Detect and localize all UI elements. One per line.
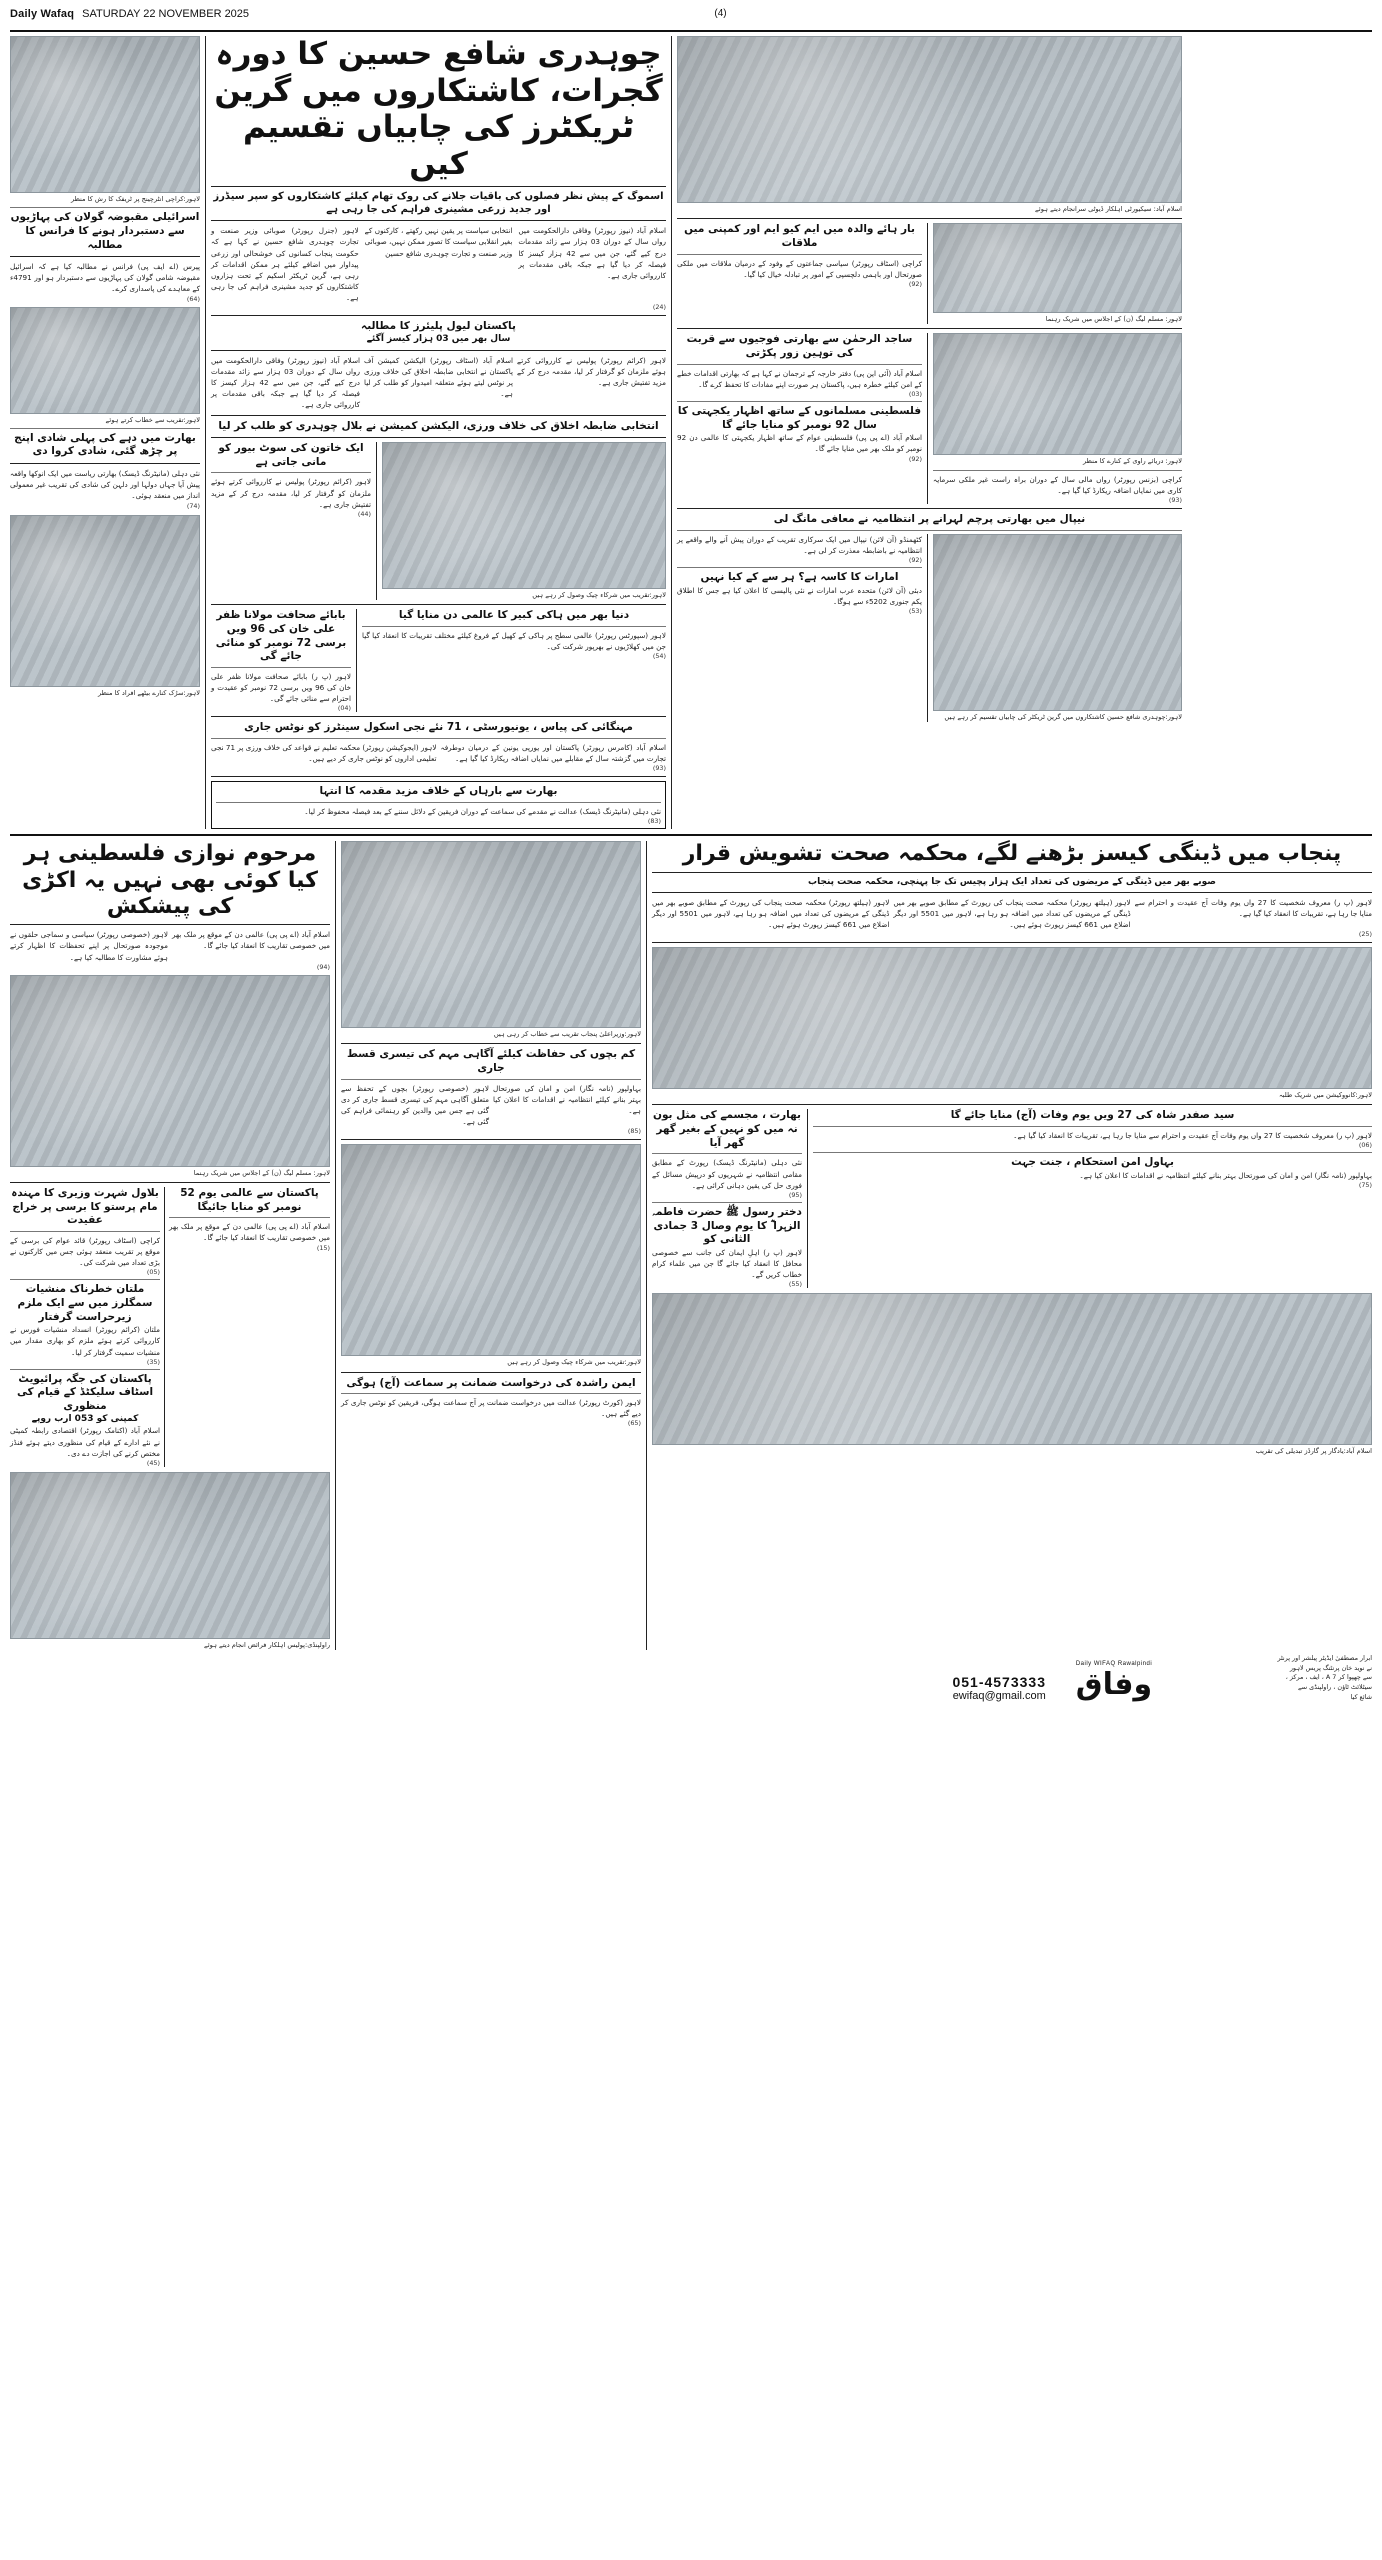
imprint-line-4: سیٹلائٹ ٹاؤن ، راولپنڈی سے (1298, 1682, 1372, 1691)
article-a28-ref: (56) (627, 1419, 641, 1428)
article-a29-headline: دختر رسول ﷺ حضرت فاطمہ الزہرا ؓ کا یوم وصال 3 جمادی الثانی کو (652, 1205, 802, 1246)
article-a4-headline: بھارت میں دہے کی پہلی شادی اپنج پر چڑھ گئی، شادی کروا دی (14, 431, 196, 458)
article-a16-headline: امارات کا کاسہ ہے؟ ہر سے کے کیا نہیں (700, 570, 899, 583)
caption-11: راولپنڈی:پولیس اہلکار فرائض انجام دیتے ہوئے (203, 1640, 330, 1649)
photo-security (677, 36, 1182, 203)
article-a7-body: لاہور (سپورٹس رپورٹر) عالمی سطح پر ہاکی کے کھیل کے فروغ کیلئے مختلف تقریبات کا انعقاد کیا گیا جن میں کھلاڑیوں نے بھرپور شرکت کی۔ (362, 631, 666, 652)
article-a24-headline: ملتان خطرناک منشیات سمگلرز میں سے ایک ملزم زیرحراست گرفتار (17, 1283, 153, 1323)
article-a26-body: نئی دہلی (مانیٹرنگ ڈیسک) رپورٹ کے مطابق مقامی انتظامیہ نے شہریوں کو درپیش مسائل کے فوری حل کی یقین دہانی کرائی ہے۔ (652, 1158, 802, 1190)
article-a1-sub: سال بھر میں 30 ہزار کیسز آگئے (366, 334, 511, 345)
article-a10-body: اسلام آباد (آئی این پی) دفتر خارجہ کے ترجمان نے کہا ہے کہ بھارتی اقدامات خطے کے امن کیلئے خطرہ ہیں، پاکستان ہر صورت اپنے مفادات کا تحفظ کرے گا۔ (677, 368, 922, 389)
article-a28-body: لاہور (کورٹ رپورٹر) عدالت میں درخواست ضمانت پر آج سماعت ہوگی، فریقین کو نوٹس جاری کر دیے گئے ہیں۔ (341, 1398, 641, 1419)
article-a18-body: کراچی (بزنس رپورٹر) رواں مالی سال کے دوران براہ راست غیر ملکی سرمایہ کاری میں نمایاں اضافہ ریکارڈ کیا گیا ہے۔ (933, 474, 1182, 495)
article-a1-headline: پاکستان لیول پلیئرز کا مطالبہ (361, 320, 516, 333)
article-a18-ref: (39) (1168, 495, 1182, 504)
article-a30-ref: (57) (1358, 1181, 1372, 1190)
article-a19-ref: (49) (316, 962, 330, 971)
article-a19-headline: مرحوم نوازی فلسطینی ہر کیا کوئی بھی نہیں یہ اکڑی کی پیشکش (22, 841, 318, 919)
article-a16-body: دبئی (آن لائن) متحدہ عرب امارات نے نئی پالیسی کا اعلان کیا ہے جس کا اطلاق یکم جنوری 2025ء سے ہوگا۔ (677, 585, 922, 606)
article-a23-ref: (51) (316, 1243, 330, 1252)
article-a4-body: نئی دہلی (مانیٹرنگ ڈیسک) بھارتی ریاست میں ایک انوکھا واقعہ پیش آیا جہاں دولہا اور دلہن کی شادی کی تقریب غیر معمولی انداز میں منعقد ہوئی۔ (10, 469, 200, 501)
article-a15-body: نئی دہلی (مانیٹرنگ ڈیسک) عدالت نے مقدمے کی سماعت کے دوران فریقین کے دلائل سننے کے بعد فیصلہ محفوظ کر لیا۔ (304, 807, 661, 816)
article-a5-body: لاہور (کرائم رپورٹر) پولیس نے کارروائی کرتے ہوئے ملزمان کو گرفتار کر لیا، مقدمہ درج کر کے مزید تفتیش جاری ہے۔ (517, 355, 666, 388)
photo-meeting (10, 307, 200, 414)
article-a17-ref: (29) (908, 279, 922, 288)
article-a22-body: کراچی (اسٹاف رپورٹر) قائد عوام کی برسی کے موقع پر تقریب منعقد ہوئی جس میں کارکنوں نے بڑی تعداد میں شرکت کی۔ (10, 1235, 160, 1268)
article-a12-ref: (29) (908, 555, 922, 564)
article-a15-headline: بھارت سے بارہاں کے خلاف مزید مقدمہ کا انتہا (319, 785, 558, 798)
article-a22-ref: (50) (146, 1268, 160, 1277)
article-a8-ref: (39) (652, 764, 666, 773)
article-a15-box (211, 781, 666, 829)
article-a11-ref: (29) (908, 454, 922, 463)
photo-street (10, 515, 200, 687)
article-a17-body: کراچی (اسٹاف رپورٹر) سیاسی جماعتوں کے وفود کے درمیان ملاقات میں ملکی صورتحال اور باہمی دلچسپی کے امور پر تبادلہ خیال کیا گیا۔ (677, 258, 922, 279)
article-a5-headline: ایک خاتون کی سوٹ بیور کو مانی جاتی ہے (218, 442, 364, 468)
article-a30-body: بہاولپور (نامہ نگار) امن و امان کی صورتحال بہتر بنانے کیلئے انتظامیہ نے اقدامات کا اعلان کیا ہے۔ (493, 1083, 641, 1115)
article-a30-headline: بہاول امن استحکام ، جنت جہت (1011, 1156, 1174, 1169)
masthead-date: SATURDAY 22 NOVEMBER 2025 (82, 8, 250, 20)
photo-press-conference (933, 534, 1182, 711)
masthead-title: Daily Wafaq (10, 8, 75, 20)
caption-1: لاہور:کراچی انٹرچینج پر ٹریفک کا رش کا منظر (70, 195, 200, 203)
caption-3: لاہور:چوہدری شافع حسین کاشتکاروں میں گرین ٹریکٹر کی چابیاں تقسیم کر رہے ہیں (944, 712, 1182, 721)
imprint-line-5: شائع کیا (1350, 1692, 1372, 1701)
article-a2-headline: اسرائیلی مقبوضہ گولان کی پہاڑیوں سے دستبردار ہونے کا فرانس کا مطالبہ (10, 211, 200, 251)
mid-rule (10, 834, 1372, 836)
article-a4-ref: (47) (186, 501, 200, 510)
article-a6-ref: (40) (337, 704, 351, 713)
masthead-rule (10, 30, 1372, 32)
imprint-line-3: سے چھپوا کر 7 A ، ایف ، مرکز ، (1285, 1673, 1372, 1682)
photo-cheque-ceremony (341, 1144, 641, 1356)
article-a19-body: لاہور (خصوصی رپورٹر) سیاسی و سماجی حلقوں نے موجودہ صورتحال پر اپنے تحفظات کا اظہار کرتے ہوئے مشاورت کا مطالبہ کیا ہے۔ (10, 930, 168, 962)
article-a21-ref: (58) (627, 1127, 641, 1136)
article-a6-body: لاہور (پ ر) بابائے صحافت مولانا ظفر علی خان کی 69 ویں برسی 27 نومبر کو عقیدت و احترام سے منائی جائے گی۔ (211, 671, 351, 704)
footer-imprint (10, 1654, 1372, 1702)
bottom-section (10, 841, 1372, 1650)
contact-phone[interactable]: 051-4573333 (952, 1674, 1046, 1691)
caption-8b: لاہور: مسلم لیگ (ن) کے اجلاس میں شریک رہنما (193, 1168, 330, 1177)
article-a5-ref: (44) (357, 509, 371, 518)
article-a20-body-2: لاہور (ہیلتھ رپورٹر) محکمہ صحت پنجاب کی رپورٹ کے مطابق صوبے بھر میں ڈینگی کے مریضوں کی تعداد میں اضافہ ہو رہا ہے، لاہور میں 1055 اور دیگر اضلاع میں 166 کیسز رپورٹ ہوئے ہیں۔ (893, 897, 1131, 930)
lead-ref: (42) (652, 303, 666, 312)
article-a28-headline: ایمن راشدہ کی درخواست ضمانت پر سماعت (آج) ہوگی (346, 1376, 636, 1389)
caption-7: لاہور:وزیراعلیٰ پنجاب تقریب سے خطاب کر رہی ہیں (493, 1030, 641, 1039)
caption-9: لاہور:کانووکیشن میں شریک طلبہ (1278, 1091, 1372, 1100)
imprint-block (1182, 1654, 1372, 1702)
article-a1-body: اسلام آباد (نیوز رپورٹر) وفاقی دارالحکومت میں رواں سال کے دوران 30 ہزار سے زائد مقدمات درج کیے گئے، جن میں سے 24 ہزار کیسز کا فیصلہ کر دیا گیا ہے جبکہ باقی مقدمات پر کارروائی جاری ہے۔ (211, 355, 360, 410)
article-a10-headline: ساجد الرحمٰن سے بھارتی فوجیوں سے قربت کی توہین زور پکڑتی (686, 333, 913, 360)
wafaq-logo: وفاق (1075, 1667, 1153, 1703)
imprint-line-1: ابرار مصطفیٰ ایڈیٹر پبلشر اور پرنٹر (1277, 1654, 1372, 1663)
article-a10-ref: (30) (908, 390, 922, 399)
article-a23-headline: پاکستان سے عالمی یوم 25 نومبر کو منایا جائیگا (180, 1187, 319, 1213)
article-a15-ref: (38) (647, 817, 661, 826)
imprint-line-2: نے نوید خان پرنٹنگ پریس لاہور (1289, 1663, 1372, 1672)
caption-8: لاہور: مسلم لیگ (ن) کے اجلاس میں شریک رہنما (1045, 315, 1182, 324)
article-a20-ref: (52) (1358, 930, 1372, 939)
bottom-left-column (10, 841, 330, 1650)
article-a26-headline: بھارت ، مجسمے کی مثل بون نہ میں کو نہیں کے بغیر گھر گھر آیا (653, 1109, 801, 1149)
photo-bus-women (382, 442, 666, 589)
article-a25-ref: (54) (146, 1458, 160, 1467)
article-a16-ref: (35) (908, 606, 922, 615)
lead-body-1: لاہور (جنرل رپورٹر) صوبائی وزیر صنعت و تجارت چوہدری شافع حسین نے کہا ہے کہ حکومت پنجاب کسانوں کی خوشحالی اور زرعی پیداوار میں اضافے کیلئے ہر ممکن اقدامات کر رہی ہے، گرین ٹریکٹر اسکیم کے تحت ہزاروں کاشتکاروں کو جدید مشینری فراہم کی جا رہی ہے۔ (211, 226, 359, 303)
photo-police-line (10, 1472, 330, 1639)
caption-2: اسلام آباد: سیکیورٹی اہلکار ڈیوٹی سرانجام دیتے ہوئے (1035, 205, 1182, 213)
article-a17-headline: بار ہائے والدہ میں ایم کیو ایم اور کمپنی میں ملاقات (684, 223, 915, 249)
center-column (211, 36, 666, 829)
left-column (10, 36, 200, 829)
article-a6-headline: بابائے صحافت مولانا ظفر علی خان کی 69 ویں برسی 27 نومبر کو منائی جائے گی (215, 609, 347, 663)
lead-headline: چوہدری شافع حسین کا دورہ گجرات، کاشتکاروں میں گرین ٹریکٹرز کی چابیاں تقسیم کیں (214, 36, 663, 182)
article-a2-body: پیرس (اے ایف پی) فرانس نے مطالبہ کیا ہے کہ اسرائیل مقبوضہ شامی گولان کی پہاڑیوں سے دستبردار ہو اور 1974ء کے معاہدے کی پاسداری کرے۔ (10, 262, 200, 294)
article-a8-headline: مہنگائی کی پیاس ، یونیورسٹی ، 17 نئے نجی اسکول سینٹرز کو نوٹس جاری (244, 721, 633, 734)
caption-6: لاہور:سڑک کنارے بیٹھے افراد کا منظر (98, 688, 200, 697)
page-number: (4) (714, 8, 727, 19)
article-a19-body-2: اسلام آباد (اے پی پی) عالمی دن کے موقع پر ملک بھر میں خصوصی تقاریب کا انعقاد کیا جائے گا۔ (172, 930, 330, 951)
article-a25-sub: کمپنی کو 350 ارب روپے (31, 1413, 139, 1424)
caption-10: لاہور:تقریب میں شرکاء چیک وصول کر رہے ہیں (532, 591, 666, 600)
top-section (10, 36, 1372, 829)
photo-convocation (652, 947, 1372, 1089)
article-a26-ref: (59) (788, 1190, 802, 1199)
masthead (10, 8, 1372, 28)
logo-subtitle: Daily WIFAQ Rawalpindi (1075, 1661, 1153, 1668)
bottom-right-column (652, 841, 1372, 1650)
lead-subdeck: اسموگ کے پیش نظر فصلوں کی باقیات جلانے کی روک تھام کیلئے کاشتکاروں کو سپر سیڈرز اور جدید زرعی مشینری فراہم کی جا رہی ہے (213, 191, 664, 215)
article-a3-headline: انتخابی ضابطہ اخلاق کی خلاف ورزی، الیکشن کمیشن نے بلال چوہدری کو طلب کر لیا (218, 419, 659, 432)
article-a20-body-3: لاہور (پ ر) معروف شخصیت کا 72 واں یوم وفات آج عقیدت و احترام سے منایا جا رہا ہے، تقریبات کا انعقاد کیا گیا ہے۔ (1134, 897, 1372, 918)
article-a8-body: لاہور (ایجوکیشن رپورٹر) محکمہ تعلیم نے قواعد کی خلاف ورزی پر 17 نجی تعلیمی اداروں کو نوٹس جاری کر دیے ہیں۔ (211, 743, 437, 764)
caption-10b: لاہور:تقریب میں شرکاء چیک وصول کر رہے ہیں (507, 1358, 641, 1367)
article-a7-ref: (45) (652, 652, 666, 661)
article-a25-body: اسلام آباد (اکنامک رپورٹر) اقتصادی رابطہ کمیٹی نے نئے ادارے کے قیام کی منظوری دیتے ہوئے فنڈز مختص کرنے کی اجازت دے دی۔ (10, 1426, 160, 1458)
article-a25-headline: پاکستان کی جگہ پرائیویٹ اسٹاف سلیکٹڈ کے قیام کی منظوری (16, 1372, 154, 1413)
lead-body-2: انتخابی سیاست پر یقین نہیں رکھتے ، کارکنوں کے بغیر انقلابی سیاست کا تصور ممکن نہیں، صوبائی وزیر صنعت و تجارت چوہدری شافع حسین (364, 226, 513, 258)
article-a24-body: ملتان (کرائم رپورٹر) انسداد منشیات فورس نے کارروائی کرتے ہوئے ملزم کو بھاری مقدار میں منشیات سمیت گرفتار کر لیا۔ (10, 1325, 160, 1357)
article-a21-headline: کم بچوں کی حفاظت کیلئے آگاہی مہم کی تیسری قسط جاری (346, 1048, 636, 1075)
right-column (677, 36, 1182, 829)
photo-delegation (933, 223, 1182, 313)
article-a27-ref: (60) (1358, 1141, 1372, 1150)
article-a27-headline: سید صفدر شاہ کی 72 ویں یوم وفات (آج) منایا جائے گا (950, 1109, 1235, 1122)
article-a20-body: لاہور (ہیلتھ رپورٹر) محکمہ صحت پنجاب کی رپورٹ کے مطابق صوبے بھر میں ڈینگی کے مریضوں کی تعداد میں اضافہ ہو رہا ہے، لاہور میں 1055 اور دیگر اضلاع میں 166 کیسز رپورٹ ہوئے ہیں۔ (652, 897, 890, 930)
article-a27-body: لاہور (پ ر) معروف شخصیت کا 72 واں یوم وفات آج عقیدت و احترام سے منایا جا رہا ہے، تقریبات کا انعقاد کیا گیا ہے۔ (1013, 1131, 1372, 1141)
photo-hall-meeting (10, 975, 330, 1167)
article-a11-headline: فلسطینی مسلمانوں کے ساتھ اظہار یکجہتی کا سال 29 نومبر کو منایا جائے گا (677, 405, 922, 431)
article-a20-sub: صوبے بھر میں ڈینگی کے مریضوں کی تعداد ایک ہزار پچیس تک جا پہنچی، محکمہ صحت پنجاب (808, 876, 1216, 887)
article-a3-body: اسلام آباد (اسٹاف رپورٹر) الیکشن کمیشن آف پاکستان نے انتخابی ضابطہ اخلاق کی خلاف ورزی پر نوٹس لیتے ہوئے متعلقہ امیدوار کو طلب کر لیا ہے۔ (364, 355, 513, 399)
article-a29-ref: (55) (788, 1280, 802, 1289)
article-a24-ref: (53) (146, 1357, 160, 1366)
article-a7-headline: دنیا بھر میں ہاکی کبیر کا عالمی دن منایا گیا (398, 609, 630, 622)
article-a2-ref: (46) (186, 294, 200, 303)
article-a12-body: کٹھمنڈو (آن لائن) نیپال میں ایک سرکاری تقریب کے دوران پیش آنے والے واقعے پر انتظامیہ نے باضابطہ معذرت کر لی ہے۔ (677, 534, 922, 555)
photo-traffic (10, 36, 200, 193)
contact-email[interactable]: ewifaq@gmail.com (952, 1690, 1046, 1703)
caption-4: لاہور: دریائے راوی کے کنارے کا منظر (1083, 457, 1182, 466)
article-a20-headline: پنجاب میں ڈینگی کیسز بڑھنے لگے، محکمہ صحت تشویش قرار (682, 841, 1342, 867)
article-a21-body: لاہور (خصوصی رپورٹر) بچوں کے تحفظ سے متعلق آگاہی مہم کی تیسری قسط جاری کر دی گئی ہے جس میں والدین کو رہنمائی فراہم کی گئی ہے۔ (341, 1083, 489, 1127)
article-a9-body: اسلام آباد (کامرس رپورٹر) پاکستان اور یورپی یونین کے درمیان دوطرفہ تجارت میں گزشتہ سال کے مقابلے میں نمایاں اضافہ ریکارڈ کیا گیا ہے۔ (440, 743, 666, 764)
article-a11-body: اسلام آباد (اے پی پی) فلسطینی عوام کے ساتھ اظہار یکجہتی کا عالمی دن 29 نومبر کو ملک بھر میں منایا جائے گا۔ (677, 433, 922, 454)
photo-stage-speech (341, 841, 641, 1028)
caption-12: اسلام آباد:یادگار پر گارڈز تبدیلی کی تقریب (1255, 1447, 1372, 1456)
article-a22-headline: بلاول شہرت وزیری کا مہندہ مام پرستو کا برسی پر خراج عقیدت (11, 1187, 159, 1227)
article-a23-body: اسلام آباد (اے پی پی) عالمی دن کے موقع پر ملک بھر میں خصوصی تقاریب کا انعقاد کیا جائے گا۔ (169, 1222, 330, 1243)
photo-river (933, 333, 1182, 455)
article-a29-body: لاہور (پ ر) اہلِ ایمان کی جانب سے خصوصی محافل کا انعقاد کیا جائے گا جن میں علماء کرام خطاب کریں گے۔ (652, 1247, 802, 1280)
bottom-center-column (341, 841, 641, 1650)
lead-body-3: اسلام آباد (نیوز رپورٹر) وفاقی دارالحکومت میں رواں سال کے دوران 30 ہزار سے زائد مقدمات درج کیے گئے، جن میں سے 24 ہزار کیسز کا فیصلہ کر دیا گیا ہے جبکہ باقی مقدمات پر کارروائی جاری ہے۔ (518, 226, 667, 280)
article-a5-body-2: لاہور (کرائم رپورٹر) پولیس نے کارروائی کرتے ہوئے ملزمان کو گرفتار کر لیا، مقدمہ درج کر کے مزید تفتیش جاری ہے۔ (211, 477, 371, 509)
article-a30-body-2: بہاولپور (نامہ نگار) امن و امان کی صورتحال بہتر بنانے کیلئے انتظامیہ نے اقدامات کا اعلان کیا ہے۔ (1079, 1170, 1372, 1180)
article-a12-headline: نیپال میں بھارتی پرچم لہرانے پر انتظامیہ نے معافی مانگ لی (773, 512, 1086, 525)
photo-guards (652, 1293, 1372, 1445)
caption-5: لاہور:تقریب سے خطاب کرتے ہوئے (105, 415, 200, 424)
